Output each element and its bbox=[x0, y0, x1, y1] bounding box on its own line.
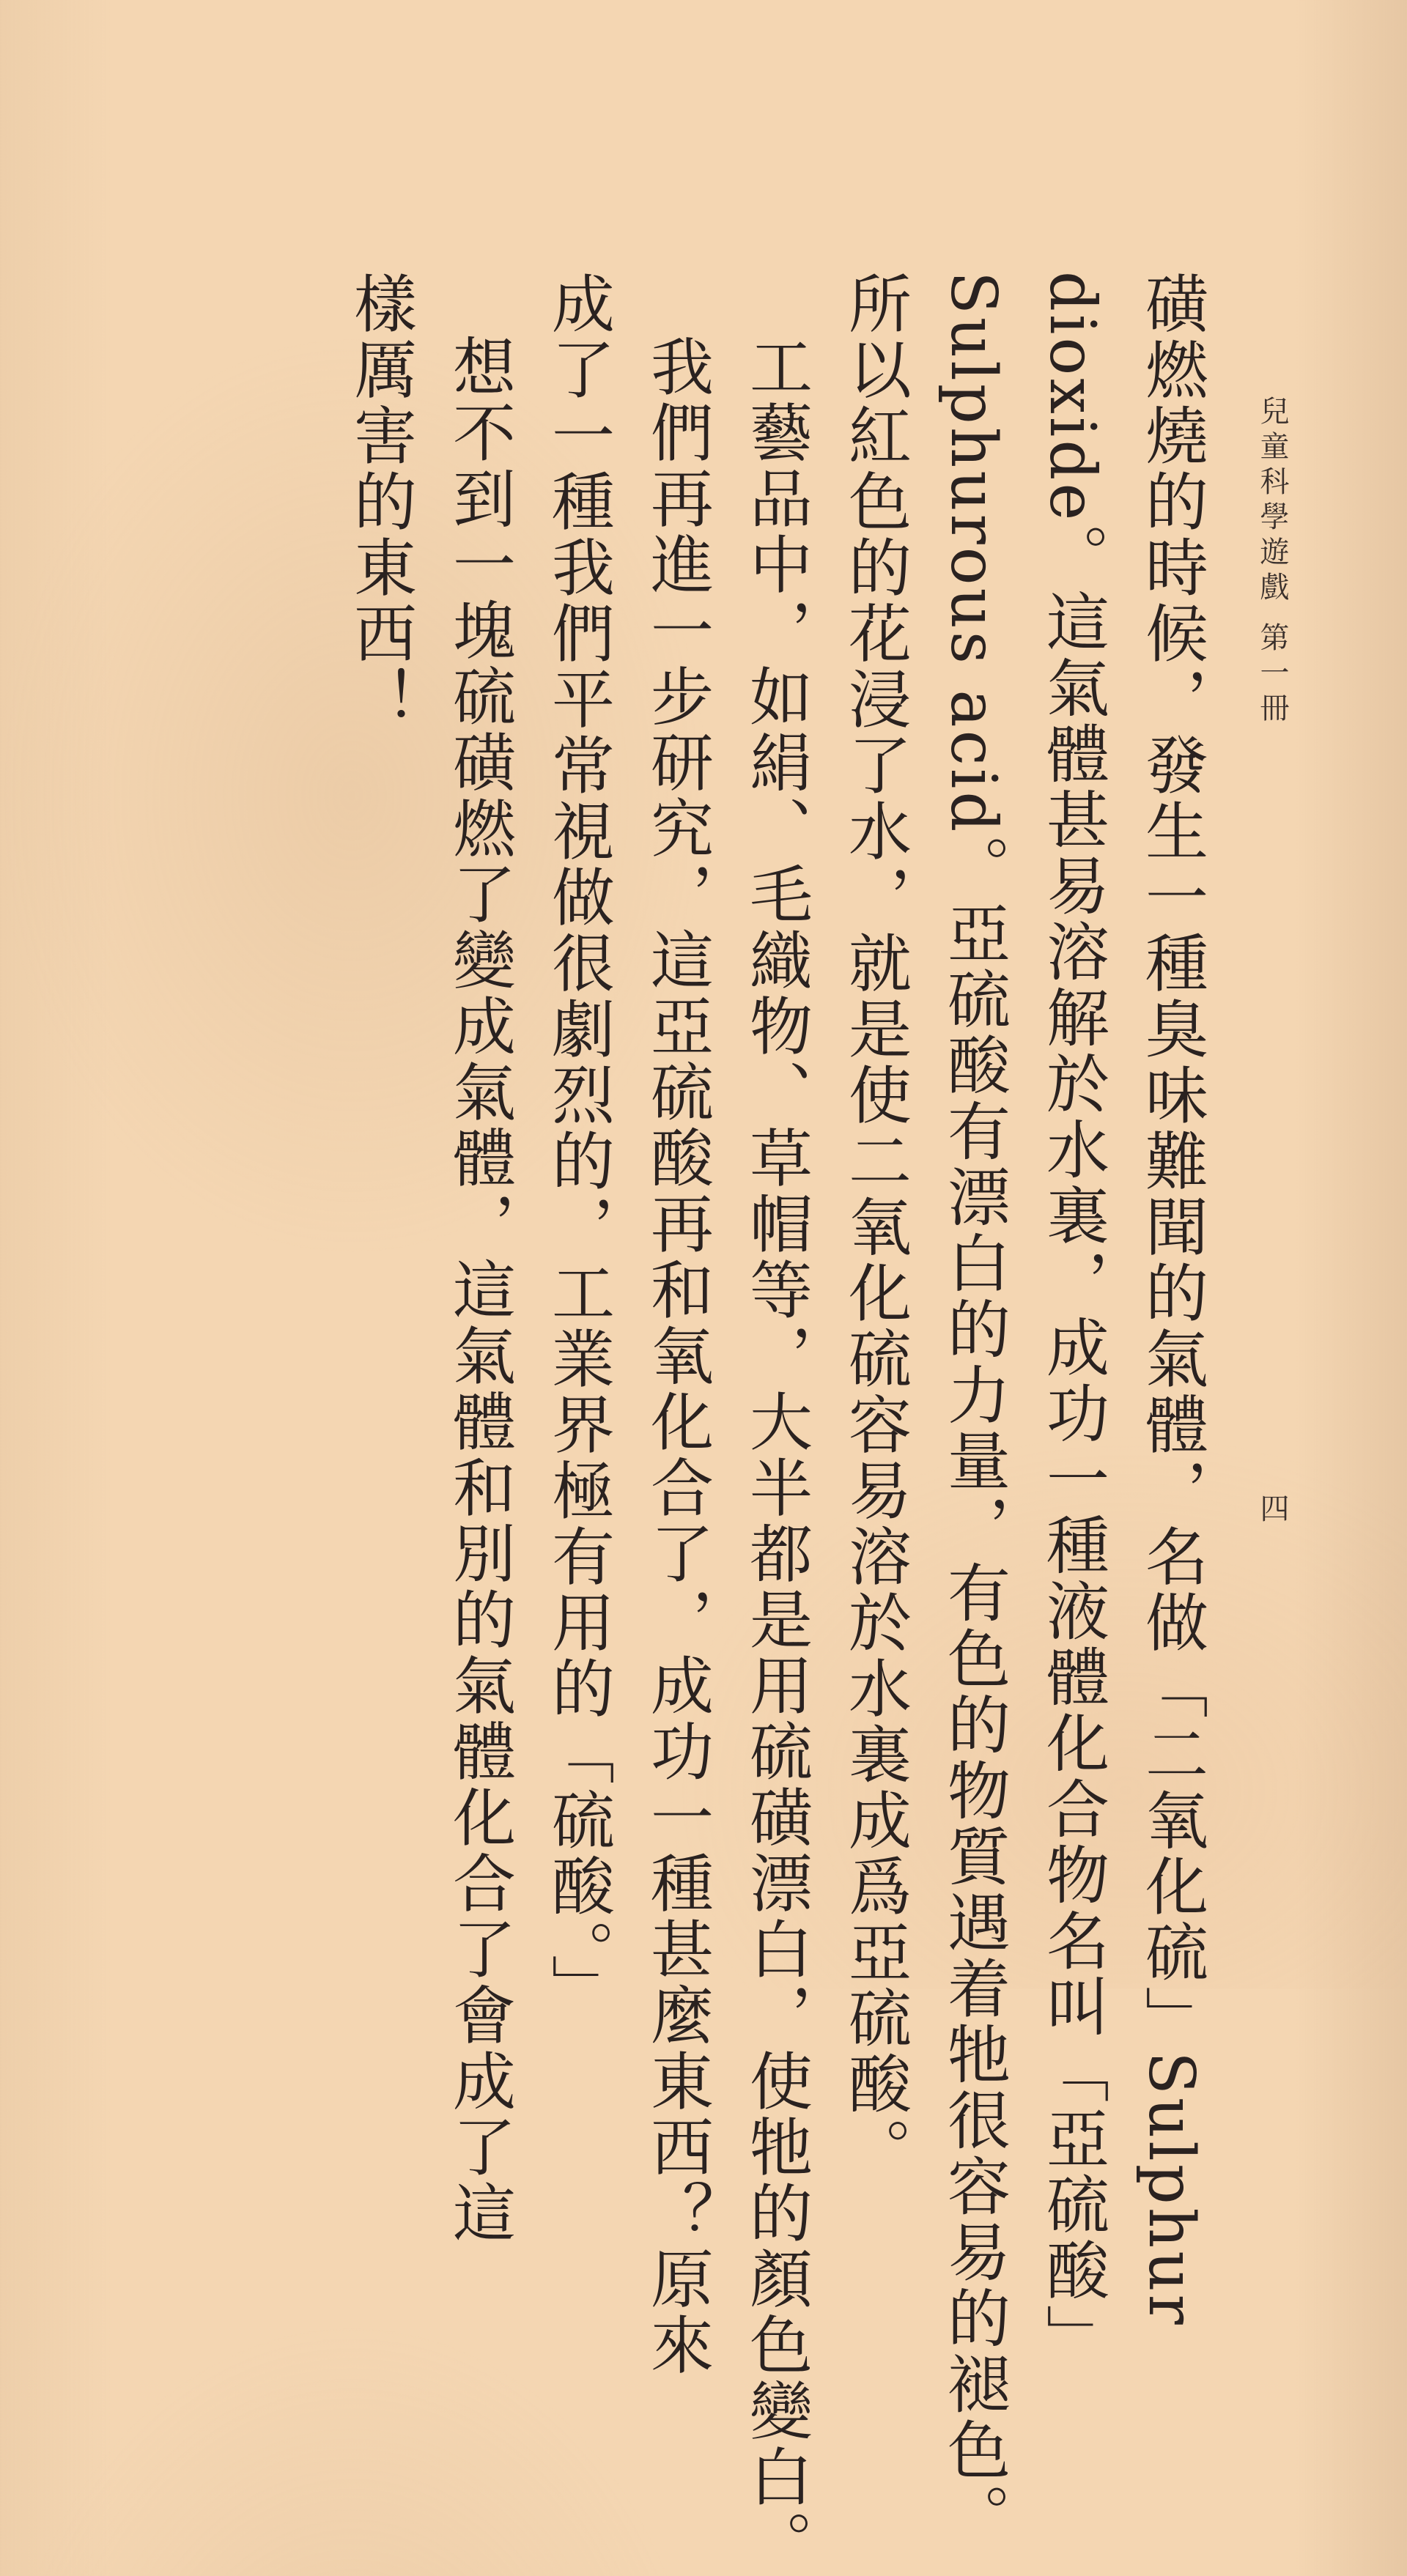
text-column: 成了一種我們平常視做很劇烈的，工業界極有用的「硫酸。」 bbox=[541, 271, 614, 2020]
page-number: 四 bbox=[1255, 1493, 1289, 1522]
text-column: dioxide。這氣體甚易溶解於水裏，成功一種液體化合物名叫「亞硫酸」 bbox=[1035, 271, 1109, 2370]
text-column: 想不到一塊硫磺燃了變成氣體，這氣體和別的氣體化合了會成了這 bbox=[442, 334, 515, 2246]
text-column: 所以紅色的花浸了水，就是使二氧化硫容易溶於水裏成爲亞硫酸。 bbox=[838, 271, 911, 2183]
text-column: 磺燃燒的時候，發生一種臭味難聞的氣體，名做「二氧化硫」Sulphur bbox=[1134, 271, 1208, 2328]
body-text bbox=[187, 271, 1220, 2576]
running-header: 兒童科學遊戲 第一冊 bbox=[1255, 396, 1289, 728]
text-column: Sulphurous acid。亞硫酸有漂白的力量，有色的物質遇着牠很容易的褪色。 bbox=[937, 271, 1010, 2550]
text-column: 我們再進一步研究，這亞硫酸再和氧化合了，成功一種甚麼東西？原來 bbox=[640, 334, 713, 2378]
text-column: 樣厲害的東西！ bbox=[343, 271, 416, 733]
text-column: 工藝品中，如絹、毛織物、草帽等，大半都是用硫磺漂白，使牠的顏色變白。 bbox=[739, 334, 812, 2576]
